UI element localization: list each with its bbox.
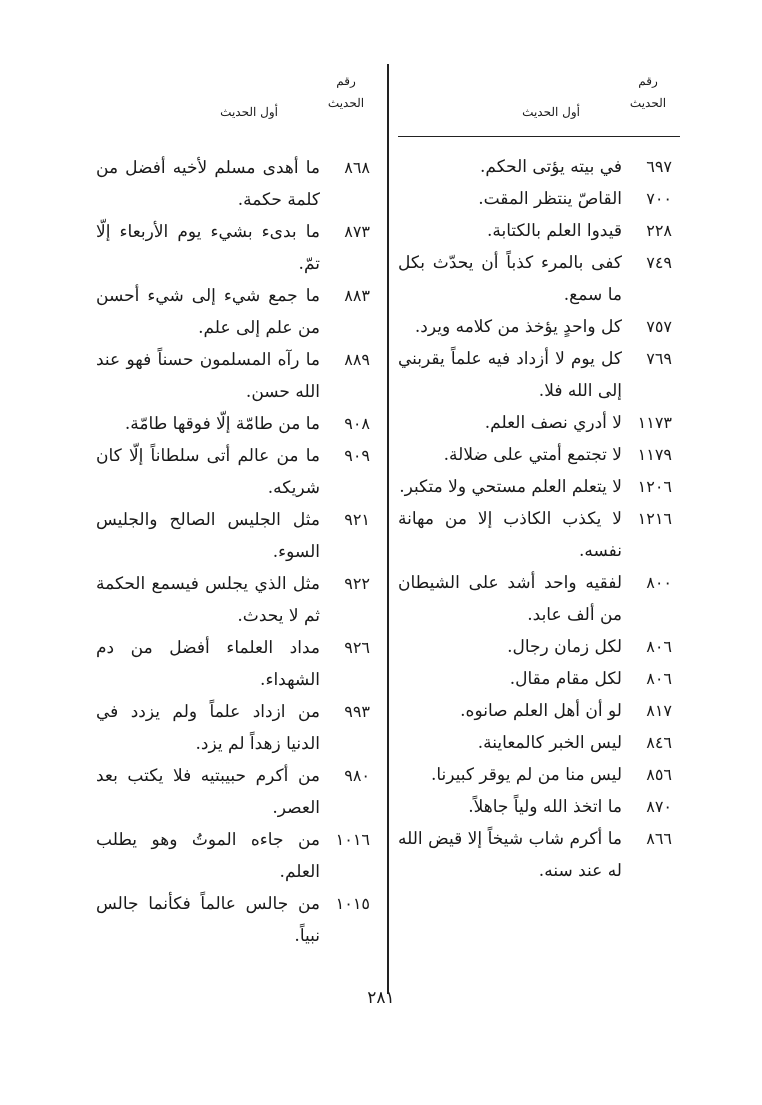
- hadith-beginning-text: ما أكرم شاب شيخاً إلا قيض الله له عند سنه.: [398, 829, 622, 881]
- hadith-number: ٨٠٦: [646, 669, 672, 688]
- hadith-number: ٩٢٢: [344, 574, 370, 593]
- hadith-beginning-text: ما جمع شيء إلى شيء أحسن من علم إلى علم.: [96, 286, 320, 338]
- index-entry: [96, 760, 378, 824]
- hadith-beginning-text: لا يكذب الكاذب إلا من مهانة نفسه.: [398, 509, 622, 561]
- index-entry: [96, 216, 378, 280]
- hadith-beginning-text: لا أدري نصف العلم.: [484, 413, 622, 433]
- right-entries-list: [398, 151, 680, 887]
- hadith-beginning-text: مداد العلماء أفضل من دم الشهداء.: [96, 638, 320, 690]
- hadith-beginning-header: أول الحديث: [522, 105, 580, 119]
- index-entry: [96, 440, 378, 504]
- hadith-number: ٩٠٩: [344, 446, 370, 465]
- index-entry: [96, 696, 378, 760]
- index-entry: [398, 311, 680, 343]
- hadith-number: ١٢٠٦: [637, 477, 672, 496]
- hadith-number: ٨٠٠: [646, 573, 672, 592]
- hadith-beginning-text: كل واحدٍ يؤخذ من كلامه ويرد.: [414, 317, 622, 337]
- hadith-number: ٨٤٦: [646, 733, 672, 752]
- hadith-beginning-text: كل يوم لا أزداد فيه علماً يقربني إلى الله فلا.: [398, 349, 622, 401]
- hadith-beginning-text: ما بدىء بشيء يوم الأربعاء إلّا تمّ.: [96, 222, 320, 274]
- hadith-number: ٨٧٠: [646, 797, 672, 816]
- index-entry: [96, 568, 378, 632]
- hadith-number: ٩٢١: [344, 510, 370, 529]
- index-entry: [398, 471, 680, 503]
- index-entry: [398, 407, 680, 439]
- hadith-beginning-text: لفقيه واحد أشد على الشيطان من ألف عابد.: [398, 573, 622, 625]
- hadith-number: ٢٢٨: [646, 221, 672, 240]
- index-entry: [398, 215, 680, 247]
- hadith-number: ١٢١٦: [637, 509, 672, 528]
- hadith-beginning-text: من جاءه الموتُ وهو يطلب العلم.: [96, 830, 320, 882]
- hadith-beginning-text: القاصّ ينتظر المقت.: [478, 189, 622, 209]
- hadith-beginning-text: من جالس عالماً فكأنما جالس نبياً.: [96, 894, 320, 946]
- index-entry: [398, 151, 680, 183]
- hadith-number: ٨٠٦: [646, 637, 672, 656]
- index-entry: [398, 759, 680, 791]
- hadith-beginning-header: أول الحديث: [220, 105, 278, 119]
- hadith-beginning-text: ما اتخذ الله ولياً جاهلاً.: [468, 797, 622, 817]
- index-entry: [96, 152, 378, 216]
- index-entry: [398, 567, 680, 631]
- right-column: [398, 66, 680, 887]
- hadith-beginning-text: ما أهدى مسلم لأخيه أفضل من كلمة حكمة.: [96, 158, 320, 210]
- index-entry: [398, 727, 680, 759]
- hadith-number: ٨٧٣: [344, 222, 370, 241]
- hadith-beginning-text: كفى بالمرء كذباً أن يحدّث بكل ما سمع.: [398, 253, 622, 305]
- hadith-beginning-text: قيدوا العلم بالكتابة.: [486, 221, 622, 241]
- column-divider: [387, 64, 389, 994]
- index-entry: [398, 663, 680, 695]
- hadith-number: ٧٦٩: [646, 349, 672, 368]
- hadith-beginning-text: لكل زمان رجال.: [507, 637, 622, 657]
- index-entry: [398, 823, 680, 887]
- hadith-number: ٩٩٣: [344, 702, 370, 721]
- hadith-number-header-line1: رقم: [336, 74, 356, 88]
- index-entry: [96, 504, 378, 568]
- hadith-number: ١٠١٥: [335, 894, 370, 913]
- hadith-number: ٨٦٦: [646, 829, 672, 848]
- page-number: ٢٨١: [367, 988, 395, 1008]
- index-entry: [96, 408, 378, 440]
- hadith-number: ٦٩٧: [646, 157, 672, 176]
- index-entry: [398, 247, 680, 311]
- index-entry: [398, 503, 680, 567]
- index-entry: [96, 824, 378, 888]
- hadith-beginning-text: ليس منا من لم يوقر كبيرنا.: [430, 765, 622, 785]
- hadith-number: ٨١٧: [646, 701, 672, 720]
- hadith-number: ٨٥٦: [646, 765, 672, 784]
- index-entry: [96, 888, 378, 952]
- hadith-beginning-text: مثل الذي يجلس فيسمع الحكمة ثم لا يحدث.: [96, 574, 320, 626]
- hadith-beginning-text: لا تجتمع أمتي على ضلالة.: [443, 445, 622, 465]
- hadith-beginning-text: مثل الجليس الصالح والجليس السوء.: [96, 510, 320, 562]
- hadith-number: ٧٤٩: [646, 253, 672, 272]
- index-entry: [96, 280, 378, 344]
- hadith-beginning-text: ما من طامّة إلّا فوقها طامّة.: [124, 414, 320, 434]
- hadith-number: ٩٨٠: [344, 766, 370, 785]
- index-entry: [398, 183, 680, 215]
- hadith-number: ١١٧٩: [637, 445, 672, 464]
- hadith-number-header: [316, 70, 376, 114]
- hadith-beginning-text: ليس الخبر كالمعاينة.: [477, 733, 622, 753]
- index-entry: [398, 791, 680, 823]
- hadith-number: ٨٨٣: [344, 286, 370, 305]
- right-column-header: [398, 66, 680, 137]
- hadith-number-header-line2: الحديث: [629, 96, 667, 110]
- hadith-number-header-line2: الحديث: [327, 96, 365, 110]
- hadith-number: ١٠١٦: [335, 830, 370, 849]
- hadith-number: ٩٠٨: [344, 414, 370, 433]
- hadith-beginning-text: لكل مقام مقال.: [509, 669, 622, 689]
- index-entry: [398, 695, 680, 727]
- hadith-beginning-text: من ازداد علماً ولم يزدد في الدنيا زهداً لم يزد.: [96, 702, 320, 754]
- hadith-number: ٧٥٧: [646, 317, 672, 336]
- hadith-number: ٨٨٩: [344, 350, 370, 369]
- hadith-beginning-text: ما من عالم أتى سلطاناً إلّا كان شريكه.: [96, 446, 320, 498]
- hadith-number-header-line1: رقم: [638, 74, 658, 88]
- index-entry: [398, 343, 680, 407]
- left-column: [96, 66, 378, 952]
- left-column-header: [96, 66, 378, 136]
- hadith-number: ١١٧٣: [637, 413, 672, 432]
- index-entry: [398, 631, 680, 663]
- hadith-beginning-text: من أكرم حبيبتيه فلا يكتب بعد العصر.: [96, 766, 320, 818]
- hadith-number: ٧٠٠: [646, 189, 672, 208]
- index-entry: [398, 439, 680, 471]
- hadith-number-header: [618, 70, 678, 114]
- index-entry: [96, 344, 378, 408]
- hadith-number: ٨٦٨: [344, 158, 370, 177]
- index-entry: [96, 632, 378, 696]
- hadith-beginning-text: في بيته يؤتى الحكم.: [479, 157, 622, 177]
- hadith-beginning-text: لا يتعلم العلم مستحي ولا متكبر.: [399, 477, 622, 497]
- hadith-beginning-text: ما رآه المسلمون حسناً فهو عند الله حسن.: [96, 350, 320, 402]
- left-entries-list: [96, 152, 378, 952]
- hadith-beginning-text: لو أن أهل العلم صانوه.: [460, 701, 622, 721]
- hadith-number: ٩٢٦: [344, 638, 370, 657]
